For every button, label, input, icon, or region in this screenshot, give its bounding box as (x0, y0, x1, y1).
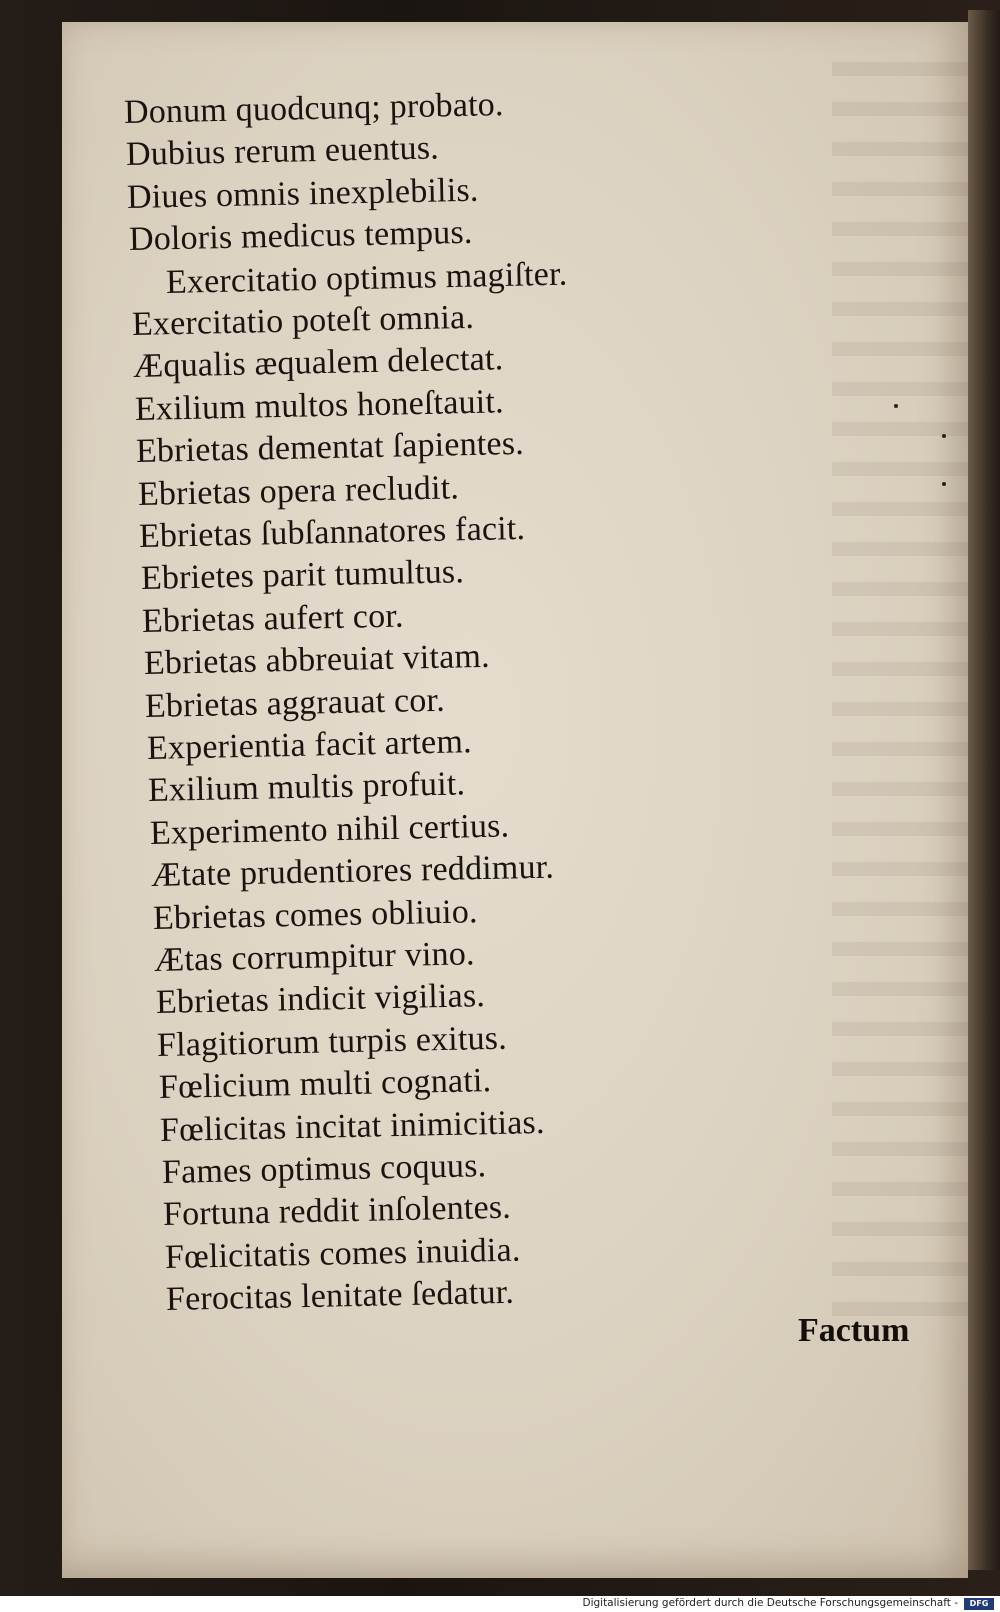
text-line: Donum quodcunq; probato. (123, 86, 504, 131)
ink-speck (894, 404, 898, 408)
text-line: Ebrietas abbreuiat vitam. (143, 637, 490, 683)
text-line: Ætas corrumpitur vino. (153, 935, 476, 979)
text-line: Ebrietas dementat ſapientes. (135, 425, 525, 471)
text-line: Ebrietas ſubſannatores facit. (138, 509, 526, 555)
book-page (62, 22, 968, 1578)
text-line: Doloris medicus tempus. (128, 213, 473, 259)
text-line: Æqualis æqualem delectat. (132, 340, 504, 386)
text-line: Ebrietas opera recludit. (137, 468, 459, 513)
text-line: Ebrietes parit tumultus. (140, 553, 464, 598)
text-line: Fortuna reddit inſolentes. (162, 1189, 512, 1234)
text-line: Exercitatio poteſt omnia. (131, 298, 474, 343)
ink-speck (942, 482, 946, 486)
text-line: Ebrietas indicit vigilias. (155, 977, 485, 1022)
text-line: Exilium multos honeſtauit. (134, 383, 504, 428)
text-line: Ebrietas comes obliuio. (152, 892, 478, 937)
text-line: Fœlicium multi cognati. (158, 1062, 492, 1107)
text-line: Experientia facit artem. (146, 723, 472, 767)
text-line: Fœlicitatis comes inuidia. (164, 1231, 521, 1276)
footer-credit: Digitalisierung gefördert durch die Deutsche Forschungsgemeinschaft - (582, 1597, 958, 1609)
text-line: Dubius rerum euentus. (125, 129, 439, 174)
text-line: Experimento nihil certius. (149, 807, 510, 852)
text-line: Fames optimus coquus. (161, 1147, 487, 1191)
text-line: Diues omnis inexplebilis. (126, 171, 479, 216)
dfg-logo: DFG (964, 1598, 994, 1610)
text-line: Ferocitas lenitate ſedatur. (165, 1273, 515, 1319)
digitization-footer (0, 1596, 1000, 1612)
text-line: Exercitatio optimus magiſter. (165, 255, 568, 301)
catchword: Factum (798, 1312, 910, 1349)
text-line: Exilium multis profuit. (147, 765, 466, 810)
text-line: Ebrietas aggrauat cor. (144, 681, 446, 725)
text-line: Flagitiorum turpis exitus. (156, 1019, 508, 1064)
ink-speck (942, 434, 946, 438)
next-page-edge (968, 10, 1000, 1570)
text-line: Ætate prudentiores reddimur. (150, 848, 555, 895)
text-line: Fœlicitas incitat inimicitias. (159, 1103, 545, 1149)
text-line: Ebrietas aufert cor. (141, 597, 405, 640)
